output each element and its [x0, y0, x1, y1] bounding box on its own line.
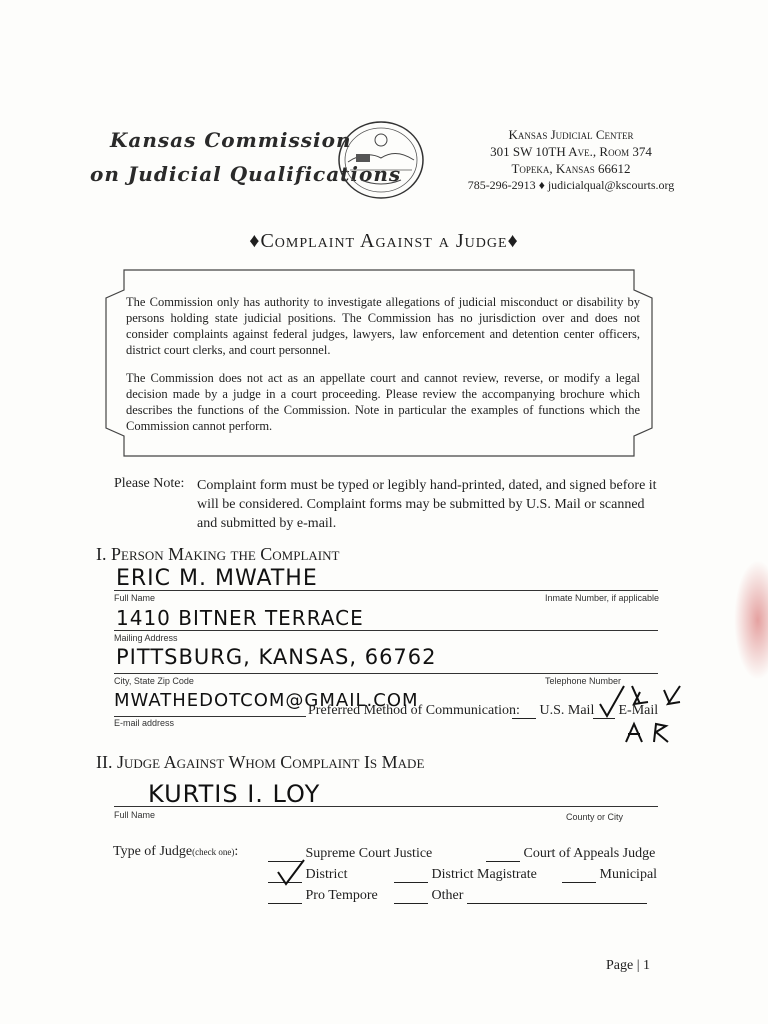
handwritten-checkmarks	[594, 682, 694, 744]
section-2-heading: II. Judge Against Whom Complaint Is Made	[96, 752, 425, 772]
center-street: 301 SW 10TH Ave., Room 374	[490, 144, 652, 159]
full-name-label: Full Name	[114, 593, 156, 603]
option-appeals-label: Court of Appeals Judge	[523, 846, 656, 861]
option-us-mail-label: U.S. Mail	[539, 703, 595, 718]
red-smudge	[734, 560, 768, 680]
separator-diamond: ♦	[538, 178, 545, 192]
type-of-judge-text: Type of Judge	[113, 844, 193, 859]
type-of-judge-note: (check one)	[192, 847, 235, 857]
option-municipal[interactable]	[562, 867, 657, 883]
option-magistrate-label: District Magistrate	[431, 867, 537, 882]
option-pro-tempore[interactable]	[268, 888, 378, 904]
option-municipal-label: Municipal	[599, 867, 658, 882]
checkbox-pro-tempore[interactable]	[268, 889, 302, 904]
kansas-state-seal	[336, 120, 426, 200]
email-line	[114, 716, 306, 717]
inmate-number-label: Inmate Number, if applicable	[545, 593, 660, 603]
preferred-method-label: Preferred Method of Communication:	[308, 703, 520, 718]
county-label: County or City	[566, 812, 624, 822]
district-checkmark	[274, 858, 310, 886]
commission-name-line1: Kansas Commission	[110, 128, 352, 152]
city-state-zip-label: City, State Zip Code	[114, 676, 194, 686]
notice-paragraph-1: The Commission only has authority to investigate allegations of judicial misconduct or disability by persons holding state judicial positions. The Commission has no jurisdiction over and does not consider complaints against federal judges, lawyers, law enforcement and detention center officers, district court clerks, and court personnel.	[126, 295, 640, 357]
center-name: Kansas Judicial Center	[508, 127, 634, 142]
form-title: ♦Complaint Against a Judge♦	[249, 230, 519, 252]
mailing-address-label: Mailing Address	[114, 633, 178, 643]
checkbox-us-mail[interactable]	[512, 704, 536, 719]
option-district-magistrate[interactable]	[394, 867, 537, 883]
page-number: Page | 1	[606, 958, 651, 973]
checkbox-other[interactable]	[394, 889, 428, 904]
type-of-judge-label: Type of Judge(check one):	[113, 844, 239, 859]
full-name-line	[114, 590, 658, 591]
option-district-label: District	[305, 867, 348, 882]
center-phone: 785-296-2913	[467, 178, 536, 192]
option-court-of-appeals[interactable]	[486, 846, 655, 862]
please-note-label: Please Note:	[114, 476, 185, 491]
checkbox-municipal[interactable]	[562, 868, 596, 883]
mailing-address-value[interactable]: 1410 BITNER TERRACE	[116, 606, 364, 630]
email-label: E-mail address	[114, 718, 175, 728]
checkbox-appeals[interactable]	[486, 847, 520, 862]
mailing-address-line	[114, 630, 658, 631]
notice-paragraph-2: The Commission does not act as an appellate court and cannot review, reverse, or modify a legal decision made by a judge in a court proceeding. Please review the accompanying brochure which describes the functions of the Commission. Note in particular the examples of functions which the Commission cannot perform.	[126, 371, 640, 433]
option-supreme-label: Supreme Court Justice	[305, 846, 433, 861]
judge-full-name-label: Full Name	[114, 810, 156, 820]
city-line	[114, 673, 658, 674]
notice-box	[104, 268, 654, 458]
city-state-zip-value[interactable]: PITTSBURG, KANSAS, 66762	[116, 645, 437, 669]
option-other[interactable]	[394, 888, 647, 904]
judge-name-line	[114, 806, 658, 807]
section-1-heading: I. Person Making the Complaint	[96, 544, 340, 564]
center-city: Topeka, Kansas 66612	[511, 161, 631, 176]
telephone-label: Telephone Number	[545, 676, 622, 686]
commission-name-line2: on Judicial Qualifications	[90, 162, 402, 186]
other-text-field[interactable]	[467, 889, 647, 904]
center-email: judicialqual@kscourts.org	[547, 178, 675, 192]
checkbox-magistrate[interactable]	[394, 868, 428, 883]
full-name-value[interactable]: ERIC M. MWATHE	[116, 566, 318, 591]
option-other-label: Other	[431, 888, 464, 903]
option-email-label: E-Mail	[618, 703, 659, 718]
judge-name-value[interactable]: KURTIS I. LOY	[148, 780, 321, 808]
center-address-block	[456, 126, 686, 194]
please-note-text: Complaint form must be typed or legibly hand-printed, dated, and signed before it will be considered. Complaint forms may be submitted by U.S. Mail or scanned and submitted by e-mail.	[197, 478, 657, 531]
email-value[interactable]: MWATHEDOTCOM@GMAIL.COM	[114, 690, 419, 711]
option-us-mail[interactable]	[512, 703, 594, 719]
option-pro-tempore-label: Pro Tempore	[305, 888, 378, 903]
